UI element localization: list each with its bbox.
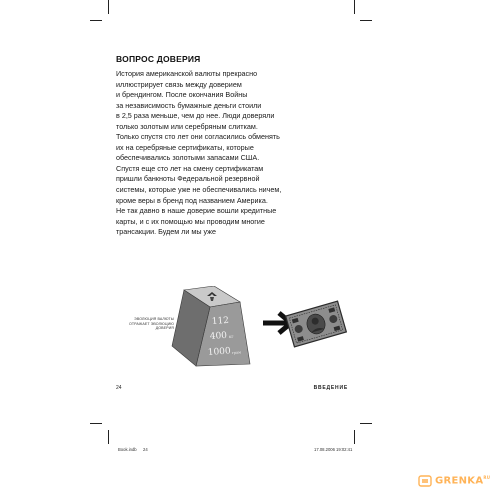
body-paragraph xyxy=(116,69,316,238)
body-line: только золотым или серебряным слиткам. xyxy=(116,121,258,131)
crop-mark-left-top xyxy=(90,20,102,21)
body-line: и брендингом. После окончания Войны xyxy=(116,90,248,100)
watermark-text: $GRENKA^{RU}$ xyxy=(435,475,491,487)
body-line: пришли банкноты Федеральной резервной xyxy=(116,174,260,184)
dollar-bill-illustration xyxy=(285,298,347,350)
body-line: карты, и с их помощью мы проводим многие xyxy=(116,216,265,226)
crop-mark-bottom-left xyxy=(108,430,109,444)
body-line: их на серебряные сертификаты, которые xyxy=(116,142,254,152)
body-line: обеспечивались золотыми запасами США. xyxy=(116,153,260,163)
body-line: История американской валюты прекрасно xyxy=(116,69,258,78)
crop-mark-right-bottom xyxy=(360,423,372,424)
watermark-suffix: RU xyxy=(483,475,491,481)
body-line: за независимость бумажные деньги стоили xyxy=(116,100,262,110)
watermark-logo-icon xyxy=(418,474,432,488)
body-line: кроме веры в бренд под названием Америка. xyxy=(116,195,268,205)
figure-caption: ЭВОЛЮЦИЯ ВАЛЮТЫ ОТРАЖАЕТ ЭВОЛЮЦИЮ ДОВЕРИЯ xyxy=(128,317,174,331)
slug-date: 17.08.2006 xyxy=(314,447,335,452)
slug-page-number: 24 xyxy=(143,447,148,452)
crop-mark-top-right xyxy=(354,0,355,14)
body-line: Спустя еще сто лет на смену сертификатам xyxy=(116,163,264,173)
section-heading: ВОПРОС ДОВЕРИЯ xyxy=(116,54,201,64)
slug-file-name: Book.indb xyxy=(118,447,137,452)
running-head: ВВЕДЕНИЕ xyxy=(313,385,348,391)
crop-mark-bottom-right xyxy=(354,430,355,444)
body-line: иллюстрирует связь между доверием xyxy=(116,79,242,89)
crop-mark-right-top xyxy=(360,20,372,21)
slug-time: 19:02:41 xyxy=(336,447,353,452)
gold-bar-illustration xyxy=(170,286,256,368)
crop-mark-left-bottom xyxy=(90,423,102,424)
gold-bar-unit-3: грам xyxy=(231,350,242,355)
body-line: трансакции. Будем ли мы уже xyxy=(116,227,216,237)
gold-bar-unit-2: кг xyxy=(228,333,234,339)
body-line: Не так давно в наше доверие вошли кредитные xyxy=(116,206,277,216)
crop-mark-top-left xyxy=(108,0,109,14)
gold-bar-line-3: 1000 xyxy=(207,346,232,358)
body-line: Только спустя сто лет они согласились обменять xyxy=(116,132,280,142)
body-line: в 2,5 раза меньше, чем до нее. Люди доверяли xyxy=(116,111,275,121)
body-line: системы, которые уже не обеспечивались ничем, xyxy=(116,185,282,195)
grenka-watermark xyxy=(418,471,498,491)
gold-bar-line-2: 400 xyxy=(209,330,228,342)
gold-bar-line-1: 112 xyxy=(211,315,230,327)
page-number: 24 xyxy=(116,385,122,391)
